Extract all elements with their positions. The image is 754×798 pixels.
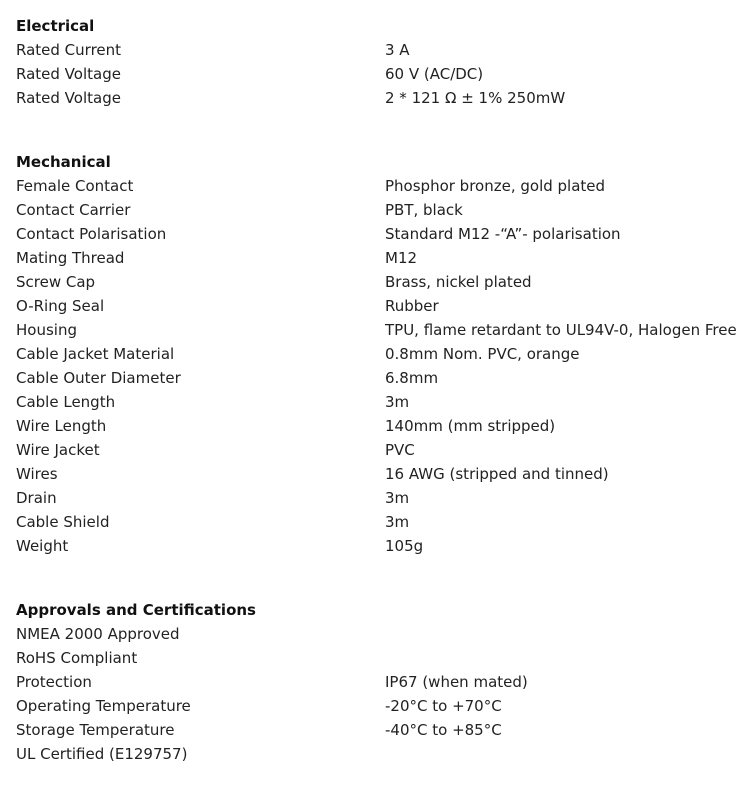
section-electrical	[16, 14, 754, 110]
section-heading: Approvals and Certifications	[16, 601, 256, 619]
spec-row	[16, 38, 754, 62]
spec-label: Drain	[16, 489, 57, 507]
spec-row	[16, 694, 754, 718]
section-approvals	[16, 598, 754, 766]
spec-row	[16, 174, 754, 198]
spec-value	[385, 622, 754, 646]
spec-label: Rated Current	[16, 41, 122, 59]
spec-label: O-Ring Seal	[16, 297, 105, 315]
spec-value: 3m	[385, 393, 410, 411]
spec-value: 60 V (AC/DC)	[385, 65, 484, 83]
spec-row	[16, 366, 754, 390]
spec-row	[16, 62, 754, 86]
spec-label: Cable Length	[16, 393, 116, 411]
spec-label: UL Certified (E129757)	[16, 745, 188, 763]
spec-row	[16, 670, 754, 694]
spec-value: 2 * 121 Ω ± 1% 250mW	[385, 89, 566, 107]
spec-label: Wires	[16, 465, 58, 483]
spec-label: RoHS Compliant	[16, 649, 138, 667]
spec-label: Cable Outer Diameter	[16, 369, 181, 387]
spec-label: Contact Carrier	[16, 201, 131, 219]
spec-value: 0.8mm Nom. PVC, orange	[385, 345, 580, 363]
spec-row	[16, 270, 754, 294]
spec-row	[16, 222, 754, 246]
spec-value: -40°C to +85°C	[385, 721, 502, 739]
spec-value: Phosphor bronze, gold plated	[385, 177, 606, 195]
spec-label: Storage Temperature	[16, 721, 175, 739]
section-heading: Mechanical	[16, 153, 111, 171]
spec-value: 3 A	[385, 41, 410, 59]
spec-row	[16, 294, 754, 318]
spec-row	[16, 414, 754, 438]
spec-row	[16, 318, 754, 342]
spec-label: Screw Cap	[16, 273, 96, 291]
spec-label: Rated Voltage	[16, 65, 121, 83]
spec-row	[16, 342, 754, 366]
spec-label: NMEA 2000 Approved	[16, 625, 180, 643]
spec-label: Mating Thread	[16, 249, 125, 267]
spec-label: Protection	[16, 673, 92, 691]
spec-label: Cable Shield	[16, 513, 110, 531]
spec-value: TPU, flame retardant to UL94V-0, Halogen Free	[385, 321, 737, 339]
section-heading: Electrical	[16, 17, 95, 35]
spec-value: Rubber	[385, 297, 439, 315]
spec-label: Wire Length	[16, 417, 107, 435]
spec-row	[16, 534, 754, 558]
spec-row	[16, 486, 754, 510]
spec-value	[385, 742, 754, 766]
spec-value: 105g	[385, 537, 424, 555]
spec-row	[16, 510, 754, 534]
spec-row	[16, 198, 754, 222]
spec-value: Standard M12 -“A”- polarisation	[385, 225, 621, 243]
spec-label: Wire Jacket	[16, 441, 100, 459]
spec-row	[16, 646, 754, 670]
spec-row	[16, 86, 754, 110]
spec-label: Rated Voltage	[16, 89, 121, 107]
spec-value: -20°C to +70°C	[385, 697, 502, 715]
spec-label: Operating Temperature	[16, 697, 191, 715]
spec-row	[16, 718, 754, 742]
spec-value: IP67 (when mated)	[385, 673, 528, 691]
spec-row	[16, 742, 754, 766]
spec-label: Weight	[16, 537, 69, 555]
spec-value: PVC	[385, 441, 415, 459]
spec-label: Contact Polarisation	[16, 225, 167, 243]
section-mechanical	[16, 150, 754, 558]
spec-value: 6.8mm	[385, 369, 439, 387]
spec-row	[16, 390, 754, 414]
spec-row	[16, 622, 754, 646]
spec-value: 16 AWG (stripped and tinned)	[385, 465, 609, 483]
spec-row	[16, 438, 754, 462]
spec-value: 3m	[385, 513, 410, 531]
spec-value: 3m	[385, 489, 410, 507]
spec-value	[385, 646, 754, 670]
spec-row	[16, 462, 754, 486]
spec-label: Female Contact	[16, 177, 134, 195]
spec-value: 140mm (mm stripped)	[385, 417, 556, 435]
spec-label: Housing	[16, 321, 77, 339]
spec-label: Cable Jacket Material	[16, 345, 175, 363]
spec-value: PBT, black	[385, 201, 463, 219]
spec-value: M12	[385, 249, 418, 267]
spec-value: Brass, nickel plated	[385, 273, 532, 291]
spec-row	[16, 246, 754, 270]
